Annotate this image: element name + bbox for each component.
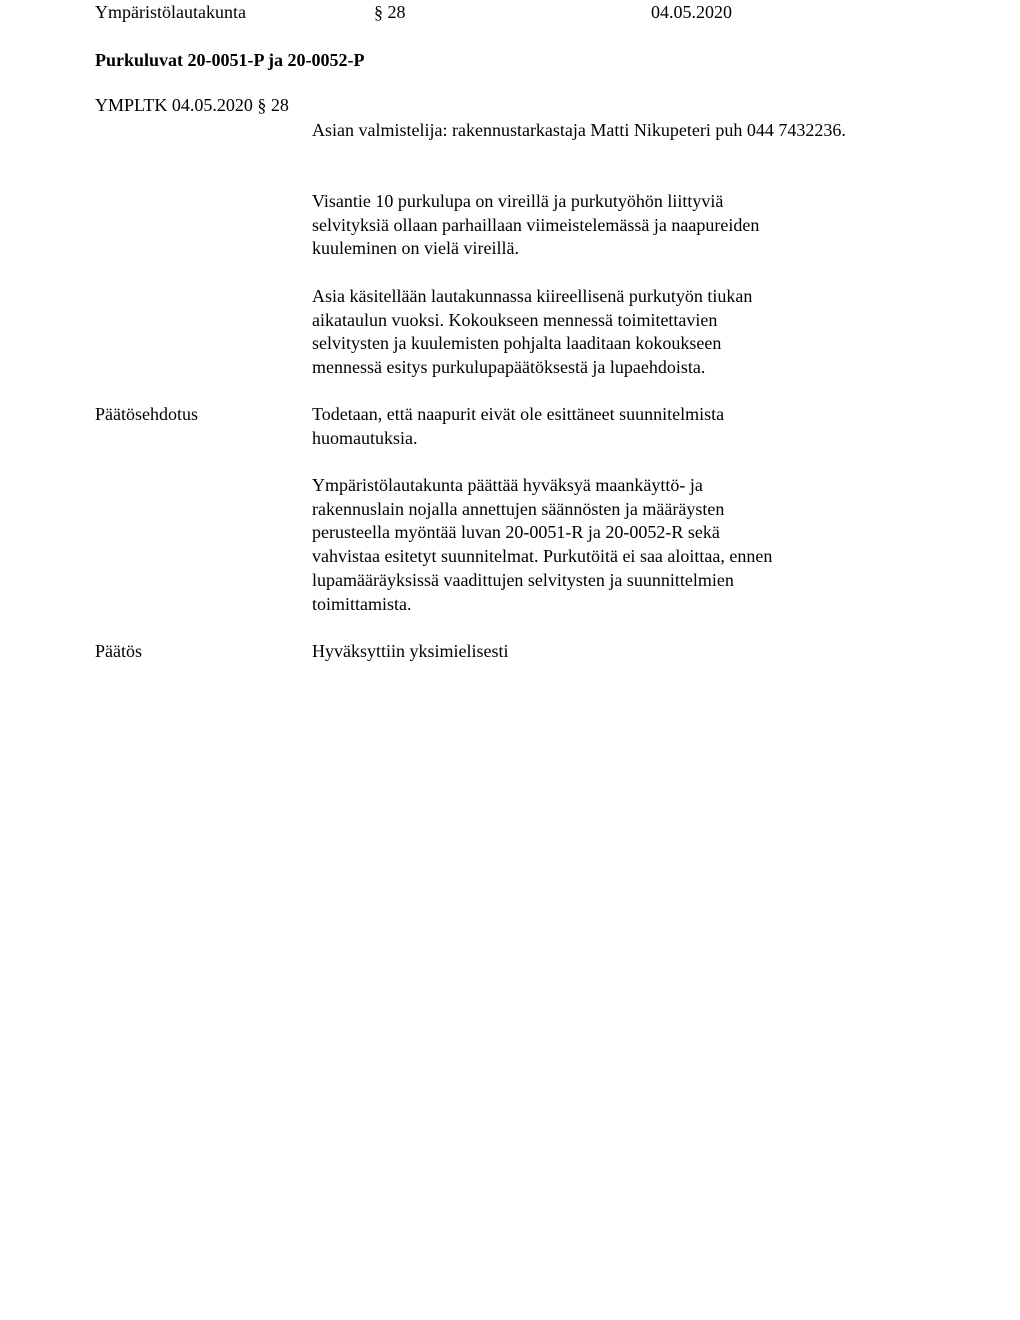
text-line: lupamääräyksissä vaadittujen selvitysten ja suunnittelmien [312, 569, 734, 590]
text-line: selvityksiä ollaan parhaillaan viimeistelemässä ja naapureiden [312, 214, 760, 235]
background-paragraph-1 [312, 190, 932, 261]
header-section-number: § 28 [374, 2, 406, 22]
text-line: toimittamista. [312, 593, 412, 614]
header-date: 04.05.2020 [651, 2, 732, 22]
proposal-label: Päätösehdotus [95, 404, 198, 424]
text-line: kuuleminen on vielä vireillä. [312, 238, 519, 259]
text-line: Todetaan, että naapurit eivät ole esittäneet suunnitelmista [312, 404, 725, 424]
text-line: vahvistaa esitetyt suunnitelmat. Purkutöitä ei saa aloittaa, ennen [312, 546, 773, 567]
text-line: Visantie 10 purkulupa on vireillä ja purkutyöhön liittyviä [312, 191, 724, 211]
text-line: mennessä esitys purkulupapäätöksestä ja lupaehdoista. [312, 357, 706, 378]
background-paragraph-2 [312, 285, 932, 380]
meeting-reference: YMPLTK 04.05.2020 § 28 [95, 95, 289, 115]
preparer-text: Asian valmistelija: rakennustarkastaja Matti Nikupeteri puh 044 7432236. [312, 120, 846, 140]
decision-text-block [312, 640, 932, 664]
decision-label: Päätös [95, 641, 142, 661]
proposal-paragraph-2 [312, 474, 932, 616]
text-line: rakennuslain nojalla annettujen säännösten ja määräysten [312, 498, 725, 519]
decision-text: Hyväksyttiin yksimielisesti [312, 641, 509, 661]
proposal-paragraph-1 [312, 403, 932, 450]
text-line: aikataulun vuoksi. Kokoukseen mennessä toimitettavien [312, 309, 718, 330]
text-line: selvitysten ja kuulemisten pohjalta laaditaan kokoukseen [312, 333, 722, 354]
document-title: Purkuluvat 20-0051-P ja 20-0052-P [95, 50, 365, 70]
text-line: Ympäristölautakunta päättää hyväksyä maankäyttö- ja [312, 475, 703, 495]
text-line: Asia käsitellään lautakunnassa kiireellisenä purkutyön tiukan [312, 286, 753, 306]
preparer-line [312, 119, 932, 143]
text-line: huomautuksia. [312, 427, 418, 448]
text-line: perusteella myöntää luvan 20-0051-R ja 20-0052-R sekä [312, 522, 720, 543]
header-organization: Ympäristölautakunta [95, 2, 246, 22]
